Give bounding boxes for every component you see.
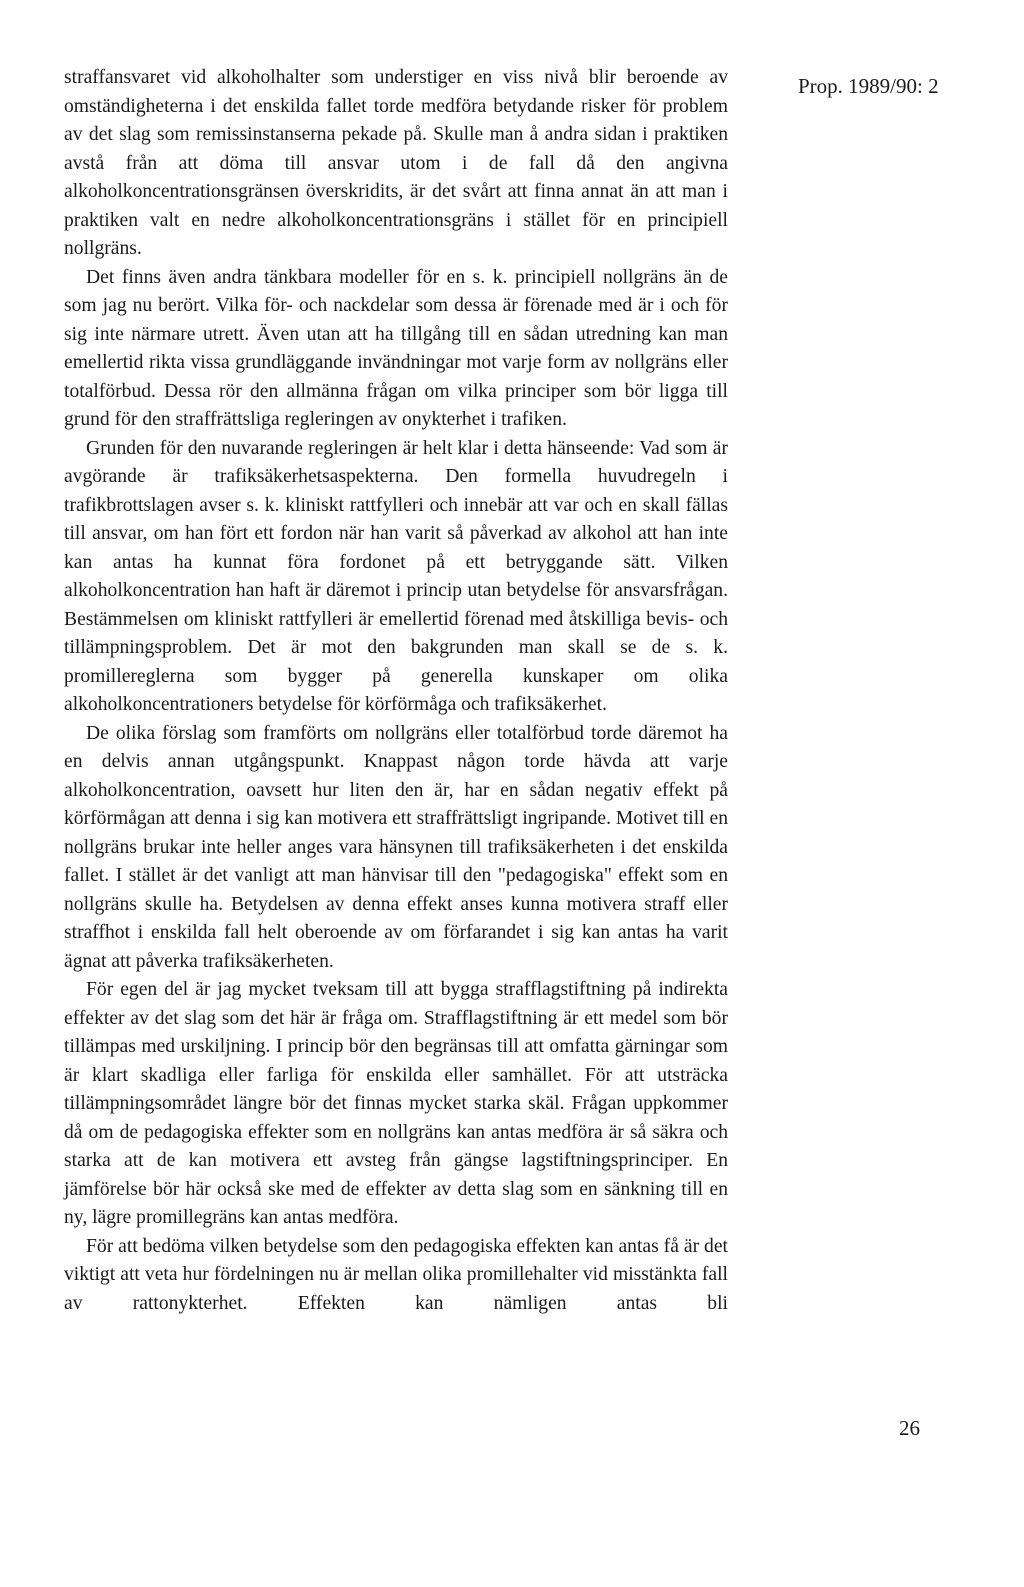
- body-text: [64, 64, 728, 1318]
- paragraph-2: Det finns även andra tänkbara modeller för en s. k. principiell nollgräns än de som jag nu berört. Vilka för- och nackdelar som dessa är förenade med är i och för sig inte närmare utrett. Även utan att ha tillgång till en sådan utredning kan man emellertid rikta vissa grundläggande invändningar mot varje form av nollgräns eller totalförbud. Dessa rör den allmänna frågan om vilka principer som bör ligga till grund för den straffrättsliga regleringen av onykterhet i trafiken.: [64, 266, 728, 430]
- paragraph-6: För att bedöma vilken betydelse som den pedagogiska effekten kan antas få är det viktigt att veta hur fördelningen nu är mellan olika promillehalter vid misstänkta fall av rattonykterhet. Effekten kan nämligen antas bli: [64, 1235, 728, 1314]
- paragraph-3: Grunden för den nuvarande regleringen är helt klar i detta hänseende: Vad som är avgörande är trafiksäkerhetsaspekterna. Den formella huvudregeln i trafikbrottslagen avser s. k. kliniskt rattfylleri och innebär att var och en skall fällas till ansvar, om han fört ett fordon när han varit så påverkad av alkohol att han inte kan antas ha kunnat föra fordonet på ett betryggande sätt. Vilken alkoholkoncentration han haft är däremot i princip utan betydelse för ansvarsfrågan. Bestämmelsen om kliniskt rattfylleri är emellertid förenad med åtskilliga bevis- och tillämpningsproblem. Det är mot den bakgrunden man skall se de s. k. promillereglerna som bygger på generella kunskaper om olika alkoholkoncentrationers betydelse för körförmåga och trafiksäkerhet.: [64, 437, 728, 715]
- publication-reference: Prop. 1989/90: 2: [798, 74, 939, 98]
- page-number: 26: [899, 1416, 920, 1440]
- paragraph-1: straffansvaret vid alkoholhalter som understiger en viss nivå blir beroende av omständigheterna i det enskilda fallet torde medföra betydande risker för problem av det slag som remissinstanserna pekade på. Skulle man å andra sidan i praktiken avstå från att döma till ansvar utom i de fall då den angivna alkoholkoncentrationsgränsen överskridits, är det svårt att finna annat än att man i praktiken valt en nedre alkoholkoncentrationsgräns i stället för en principiell nollgräns.: [64, 67, 728, 259]
- paragraph-5: För egen del är jag mycket tveksam till att bygga strafflagstiftning på indirekta effekter av det slag som det här är fråga om. Strafflagstiftning är ett medel som bör tillämpas med urskiljning. I princip bör den begränsas till att omfatta gärningar som är klart skadliga eller farliga för enskilda eller samhället. För att utsträcka tillämpningsområdet längre bör det finnas mycket starka skäl. Frågan uppkommer då om de pedagogiska effekter som en nollgräns kan antas medföra är så säkra och starka att de kan motivera ett avsteg från gängse lagstiftningsprinciper. En jämförelse bör här också ske med de effekter av detta slag som en sänkning till en ny, lägre promillegräns kan antas medföra.: [64, 979, 728, 1228]
- paragraph-4: De olika förslag som framförts om nollgräns eller totalförbud torde däremot ha en delvis annan utgångspunkt. Knappast någon torde hävda att varje alkoholkoncentration, oavsett hur liten den är, har en sådan negativ effekt på körförmågan att denna i sig kan motivera ett straffrättsligt ingripande. Motivet till en nollgräns brukar inte heller anges vara hänsynen till trafiksäkerheten i det enskilda fallet. I stället är det vanligt att man hänvisar till den "pedagogiska" effekt som en nollgräns skulle ha. Betydelsen av denna effekt anses kunna motivera straff eller straffhot i enskilda fall helt oberoende av om förfarandet i sig kan antas ha varit ägnat att påverka trafiksäkerheten.: [64, 722, 729, 972]
